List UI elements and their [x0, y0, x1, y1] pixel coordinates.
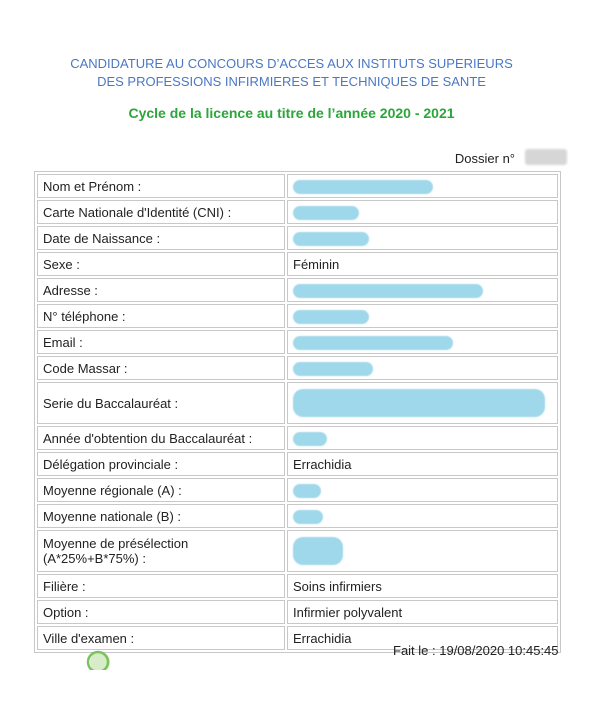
row-value — [287, 530, 558, 572]
table-row — [37, 382, 558, 424]
redacted-value — [293, 484, 321, 498]
table-row — [37, 278, 558, 302]
row-label: Ville d'examen : — [37, 626, 285, 650]
logo-icon — [82, 650, 112, 680]
redacted-value — [293, 510, 323, 524]
redacted-value — [293, 336, 453, 350]
page-subtitle: Cycle de la licence au titre de l’année 2020 - 2021 — [128, 105, 455, 121]
table-row — [37, 330, 558, 354]
table-row — [37, 252, 558, 276]
row-label: Carte Nationale d'Identité (CNI) : — [37, 200, 285, 224]
row-value: Soins infirmiers — [287, 574, 558, 598]
table-row — [37, 600, 558, 624]
table-row — [37, 504, 558, 528]
row-value — [287, 426, 558, 450]
row-value — [287, 356, 558, 380]
row-value: Errachidia — [287, 626, 558, 650]
table-row — [37, 304, 558, 328]
row-label: Délégation provinciale : — [37, 452, 285, 476]
redacted-value — [293, 310, 369, 324]
row-value — [287, 330, 558, 354]
row-value — [287, 478, 558, 502]
row-label: Année d'obtention du Baccalauréat : — [37, 426, 285, 450]
table-row — [37, 226, 558, 250]
redacted-value — [293, 180, 433, 194]
row-label: Adresse : — [37, 278, 285, 302]
row-label: Option : — [37, 600, 285, 624]
table-row — [37, 530, 558, 572]
table-row — [37, 174, 558, 198]
row-value: Infirmier polyvalent — [287, 600, 558, 624]
row-label: Moyenne nationale (B) : — [37, 504, 285, 528]
redacted-value — [293, 537, 343, 565]
redacted-value — [293, 206, 359, 220]
table-row — [37, 452, 558, 476]
row-value — [287, 174, 558, 198]
dossier-label: Dossier n° — [454, 151, 515, 166]
redacted-value — [293, 284, 483, 298]
row-label: N° téléphone : — [37, 304, 285, 328]
row-value — [287, 226, 558, 250]
candidate-info-table — [34, 171, 561, 653]
row-label: Moyenne de présélection (A*25%+B*75%) : — [37, 530, 285, 572]
row-value: Errachidia — [287, 452, 558, 476]
table-row — [37, 426, 558, 450]
table-row — [37, 478, 558, 502]
row-value: Féminin — [287, 252, 558, 276]
row-label: Serie du Baccalauréat : — [37, 382, 285, 424]
row-label: Filière : — [37, 574, 285, 598]
row-label: Moyenne régionale (A) : — [37, 478, 285, 502]
row-value — [287, 504, 558, 528]
row-value — [287, 278, 558, 302]
table-row — [37, 200, 558, 224]
table-row — [37, 574, 558, 598]
row-value — [287, 382, 558, 424]
redacted-value — [293, 389, 545, 417]
dossier-number-redacted — [525, 149, 567, 165]
header-line-2: DES PROFESSIONS INFIRMIERES ET TECHNIQUES DE SANTE — [97, 74, 486, 89]
redacted-value — [293, 432, 327, 446]
row-value — [287, 200, 558, 224]
row-label: Date de Naissance : — [37, 226, 285, 250]
redacted-value — [293, 232, 369, 246]
redacted-value — [293, 362, 373, 376]
row-label: Sexe : — [37, 252, 285, 276]
row-label: Nom et Prénom : — [37, 174, 285, 198]
header-line-1: CANDIDATURE AU CONCOURS D’ACCES AUX INSTITUTS SUPERIEURS — [70, 56, 513, 71]
generated-timestamp: Fait le : 19/08/2020 10:45:45 — [393, 643, 559, 658]
row-label: Code Massar : — [37, 356, 285, 380]
row-value — [287, 304, 558, 328]
row-label: Email : — [37, 330, 285, 354]
table-row — [37, 356, 558, 380]
